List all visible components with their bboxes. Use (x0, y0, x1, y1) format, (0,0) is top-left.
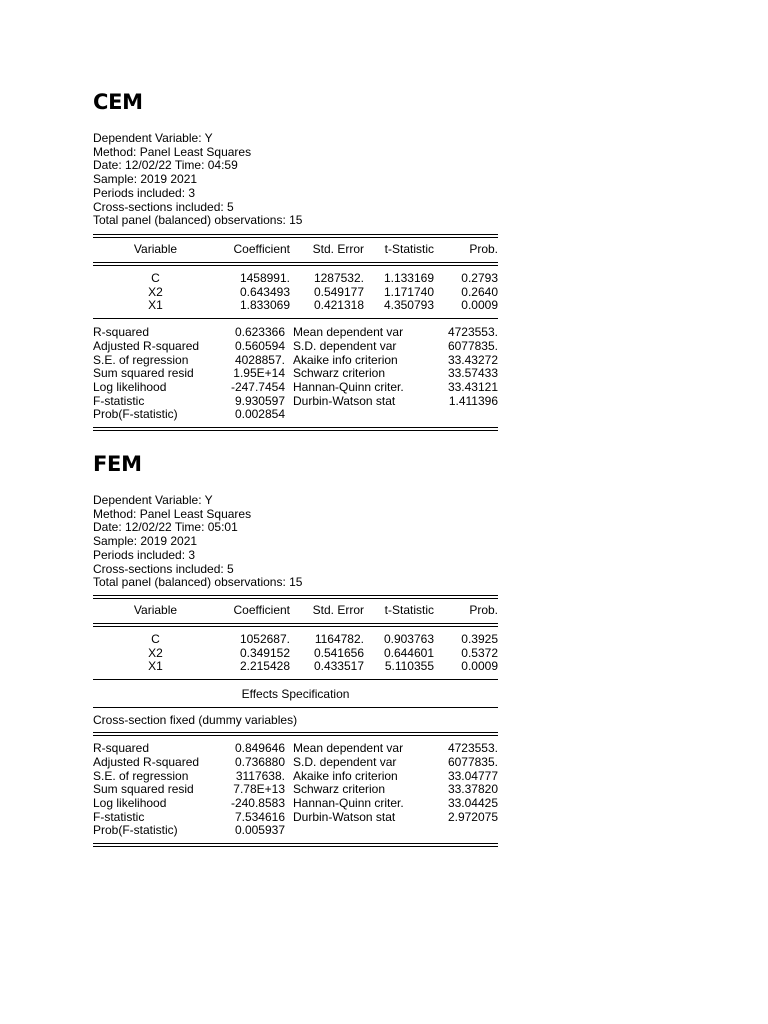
cell: 0.349152 (239, 645, 290, 660)
cell: 33.37820 (447, 782, 498, 797)
double-rule (93, 427, 498, 431)
double-rule (93, 732, 498, 736)
table-row (93, 299, 498, 313)
cell: Durbin-Watson stat (293, 393, 396, 408)
table-row (93, 272, 498, 286)
table-row (93, 770, 498, 784)
cell (285, 824, 433, 838)
cell: 0.643493 (239, 284, 290, 299)
effects-specification-line: Cross-section fixed (dummy variables) (93, 713, 298, 728)
double-rule (93, 623, 498, 627)
meta-line: Dependent Variable: Y (93, 131, 213, 145)
cell: 33.04777 (447, 768, 498, 783)
cell: C (151, 271, 160, 285)
table-row (93, 408, 498, 422)
cell: 2.972075 (447, 809, 498, 824)
cell: Akaike info criterion (293, 768, 398, 783)
double-rule (93, 843, 498, 847)
cell (433, 824, 498, 838)
table-row (93, 660, 498, 674)
cell: 0.0009 (461, 298, 498, 313)
cell: Log likelihood (93, 379, 167, 394)
cell: 4.350793 (383, 298, 434, 313)
table-row (93, 783, 498, 797)
cell: 1.95E+14 (233, 366, 285, 381)
cell: Prob(F-statistic) (93, 823, 178, 838)
col-header: Coefficient (233, 603, 290, 617)
table-row (93, 633, 498, 647)
fem-coef-header (93, 603, 498, 617)
col-header: Std. Error (312, 603, 364, 617)
meta-line: Cross-sections included: 5 (93, 561, 234, 576)
double-rule (93, 234, 498, 238)
cell: 1.833069 (239, 298, 290, 313)
cell: 7.534616 (234, 809, 285, 824)
meta-line: Periods included: 3 (93, 547, 196, 562)
cell: 1287532. (313, 271, 364, 285)
fem-coef-table (93, 633, 498, 674)
cell: 4028857. (234, 352, 285, 367)
cell: Akaike info criterion (293, 352, 398, 367)
col-header: Std. Error (312, 242, 364, 256)
cell: 5.110355 (384, 659, 434, 674)
table-row (93, 354, 498, 368)
meta-line: Date: 12/02/22 Time: 05:01 (93, 520, 238, 535)
cell: Prob(F-statistic) (93, 407, 178, 422)
meta-line: Sample: 2019 2021 (93, 172, 198, 187)
col-header: Variable (133, 242, 178, 256)
table-row (93, 381, 498, 395)
col-header: Prob. (469, 242, 498, 256)
cell: 0.903763 (383, 632, 434, 646)
col-header: Coefficient (233, 242, 290, 256)
table-row (93, 326, 498, 340)
cell: R-squared (93, 741, 150, 756)
cell: 33.04425 (447, 795, 498, 810)
double-rule (93, 262, 498, 266)
cem-coef-table (93, 272, 498, 313)
cell: Hannan-Quinn criter. (293, 379, 404, 394)
table-row (93, 647, 498, 661)
cell: 0.3925 (461, 632, 498, 646)
meta-line: Date: 12/02/22 Time: 04:59 (93, 158, 238, 173)
cell: X2 (148, 284, 163, 299)
cell: S.E. of regression (93, 768, 189, 783)
cell: 1052687. (239, 632, 290, 646)
cem-coef-header (93, 242, 498, 256)
cell: 9.930597 (234, 393, 285, 408)
cell: 1164782. (314, 632, 364, 646)
meta-line: Total panel (balanced) observations: 15 (93, 213, 303, 228)
cell: F-statistic (93, 809, 145, 824)
cell: 0.623366 (234, 325, 285, 340)
meta-line: Dependent Variable: Y (93, 493, 213, 507)
cell: X2 (148, 645, 163, 660)
cell: 0.541656 (313, 645, 364, 660)
meta-line: Total panel (balanced) observations: 15 (93, 575, 303, 590)
cell: Mean dependent var (293, 325, 404, 340)
cem-section (93, 89, 498, 115)
col-header: Variable (133, 603, 178, 617)
cell: 0.549177 (313, 284, 364, 299)
cell: -240.8583 (230, 795, 285, 810)
cell: C (151, 632, 160, 646)
cell: Sum squared resid (93, 782, 194, 797)
cell: 0.5372 (461, 645, 498, 660)
cell: Mean dependent var (293, 741, 404, 756)
cell: -247.7454 (230, 379, 285, 394)
fem-table-area (93, 595, 498, 847)
fem-title: FEM (93, 452, 142, 476)
double-rule (93, 595, 498, 599)
cell: Log likelihood (93, 795, 167, 810)
col-header: Prob. (469, 603, 498, 617)
table-row (93, 756, 498, 770)
single-rule (93, 318, 498, 319)
cell: 0.002854 (234, 407, 285, 422)
cell: 2.215428 (239, 659, 290, 674)
cell: 1.171740 (383, 284, 434, 299)
cell: 0.2793 (461, 271, 498, 285)
cell: X1 (148, 298, 163, 313)
cell: 0.849646 (234, 741, 285, 756)
cell: 6077835. (447, 338, 498, 353)
single-rule (93, 679, 498, 680)
cell: 0.2640 (461, 284, 498, 299)
meta-line: Method: Panel Least Squares (93, 506, 252, 521)
cell: 4723553. (447, 741, 498, 756)
cem-table-area (93, 234, 498, 431)
cell: X1 (148, 659, 163, 674)
cell: Adjusted R-squared (93, 338, 200, 353)
cell: 0.736880 (234, 754, 285, 769)
cell (433, 408, 498, 422)
cell: 33.43272 (447, 352, 498, 367)
cell: Hannan-Quinn criter. (293, 795, 404, 810)
col-header: t-Statistic (384, 242, 434, 256)
cem-title: CEM (93, 90, 143, 114)
cem-stats-table (93, 326, 498, 422)
fem-stats-table (93, 742, 498, 838)
cell: 7.78E+13 (233, 782, 285, 797)
cell: Adjusted R-squared (93, 754, 200, 769)
cell: 1.411396 (448, 393, 498, 408)
fem-section (93, 451, 498, 477)
cell: 0.0009 (461, 659, 498, 674)
col-header: t-Statistic (384, 603, 434, 617)
table-row (93, 367, 498, 381)
cem-meta (93, 132, 498, 228)
meta-line: Sample: 2019 2021 (93, 534, 198, 549)
table-row (93, 395, 498, 409)
cell: R-squared (93, 325, 150, 340)
meta-line: Periods included: 3 (93, 185, 196, 200)
cell: 33.57433 (447, 366, 498, 381)
cell: S.D. dependent var (293, 754, 397, 769)
table-row (93, 824, 498, 838)
cell: Durbin-Watson stat (293, 809, 396, 824)
cell: S.D. dependent var (293, 338, 397, 353)
meta-line: Method: Panel Least Squares (93, 144, 252, 159)
cell: 1.133169 (383, 271, 434, 285)
cell: Sum squared resid (93, 366, 194, 381)
cell: 3117638. (235, 768, 285, 783)
cell: F-statistic (93, 393, 145, 408)
cell: 6077835. (447, 754, 498, 769)
effects-specification-title: Effects Specification (241, 687, 350, 702)
cell: 0.005937 (234, 823, 285, 838)
cell: 1458991. (239, 271, 290, 285)
meta-line: Cross-sections included: 5 (93, 199, 234, 214)
cell: 0.644601 (383, 645, 434, 660)
table-row (93, 811, 498, 825)
cell: 0.560594 (234, 338, 285, 353)
table-row (93, 742, 498, 756)
cell: Schwarz criterion (293, 366, 386, 381)
cell: 0.421318 (313, 298, 364, 313)
single-rule (93, 707, 498, 708)
fem-meta (93, 494, 498, 590)
cell: 33.43121 (447, 379, 498, 394)
table-row (93, 286, 498, 300)
cell (285, 408, 433, 422)
cell: 4723553. (447, 325, 498, 340)
cell: S.E. of regression (93, 352, 189, 367)
cell: 0.433517 (313, 659, 364, 674)
table-row (93, 340, 498, 354)
table-row (93, 797, 498, 811)
cell: Schwarz criterion (293, 782, 386, 797)
